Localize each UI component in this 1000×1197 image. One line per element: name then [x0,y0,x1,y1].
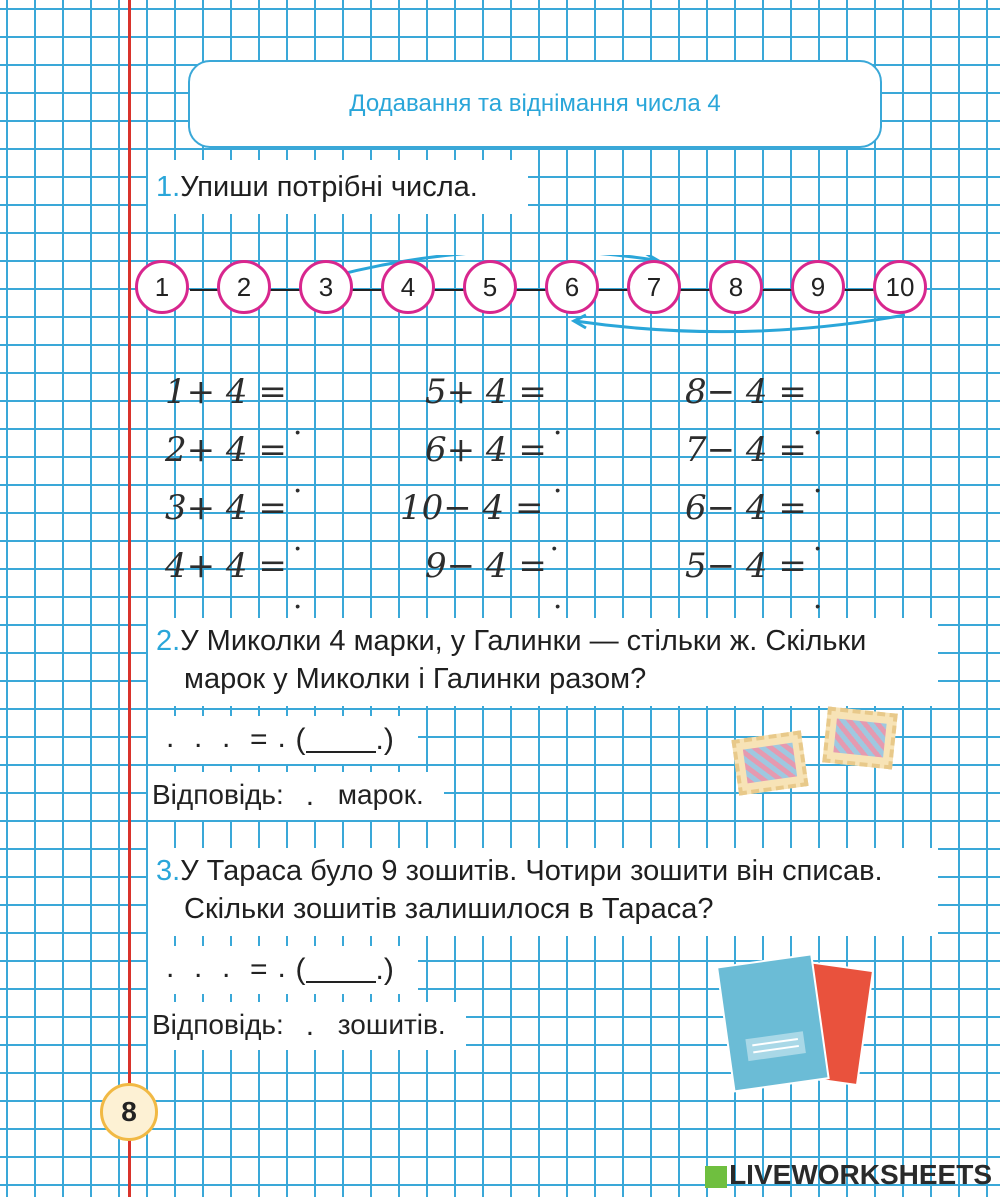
equation-row: 6+ 4 = [425,430,547,470]
number-circle-9: 9 [791,260,845,314]
liveworksheets-logo: LIVEWORKSHEETS [705,1159,992,1191]
blank-result[interactable]: . [277,951,286,984]
stamp-image [822,706,897,769]
page-number: 8 [100,1083,158,1141]
number-circle-2: 2 [217,260,271,314]
blank-1[interactable]: . [166,721,175,754]
task2-text: 2.У Миколки 4 марки, у Галинки — стільки ж. Скільки марок у Миколки і Галинки разом? [156,625,867,695]
number-circle-3: 3 [299,260,353,314]
task3-answer: Відповідь: . зошитів. [152,1003,446,1047]
number-circle-4: 4 [381,260,435,314]
number-circle-6: 6 [545,260,599,314]
notebooks-image [715,945,875,1095]
blank-1[interactable]: . [166,951,175,984]
number-line [130,255,940,335]
margin-line [128,0,131,1197]
blank-result[interactable]: . [277,721,286,754]
equation-row: 6− 4 = [685,488,807,528]
equation-row: 5− 4 = [685,546,807,586]
answer-box[interactable] [292,1003,330,1047]
blank-2[interactable]: . [194,721,203,754]
equation-row: 3+ 4 = [165,488,287,528]
blank-2[interactable]: . [194,951,203,984]
equation-row: 10− 4 = [400,488,544,528]
task3-expression: . . . = . ( .) [160,948,394,992]
task1-heading [156,168,478,206]
answer-box[interactable] [292,773,330,817]
equation-row: 4+ 4 = [165,546,287,586]
equation-row: 7− 4 = [685,430,807,470]
number-circle-5: 5 [463,260,517,314]
blank-3[interactable]: . [222,951,231,984]
number-circle-7: 7 [627,260,681,314]
stamp-image [731,730,808,795]
task2-answer: Відповідь: . марок. [152,773,424,817]
task3-text: 3.У Тараса було 9 зошитів. Чотири зошити він списав. Скільки зошитів залишилося в Тараса? [156,855,883,925]
number-circle-8: 8 [709,260,763,314]
equation-row: 5+ 4 = [425,372,547,412]
equation-row: 9− 4 = [425,546,547,586]
page-title-text: Додавання та віднімання числа 4 [349,90,721,117]
task1-number: 1. [156,171,181,203]
equation-row: 8− 4 = [685,372,807,412]
task1-text: Упиши потрібні числа. [180,171,478,203]
unit-blank[interactable] [306,957,376,983]
number-circle-10: 10 [873,260,927,314]
unit-blank[interactable] [306,727,376,753]
number-circle-1: 1 [135,260,189,314]
equation-row: 2+ 4 = [165,430,287,470]
page-title [188,60,882,148]
blank-3[interactable]: . [222,721,231,754]
brand-icon [705,1166,727,1188]
task2-expression: . . . = . ( .) [160,718,394,762]
equation-row: 1+ 4 = [165,372,287,412]
